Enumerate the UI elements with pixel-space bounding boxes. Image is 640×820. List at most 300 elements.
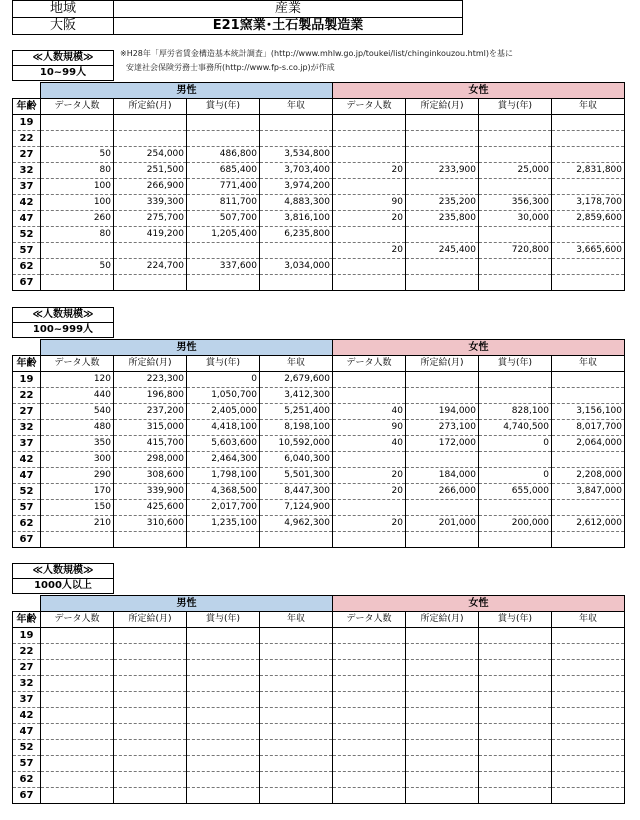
table-row [13, 275, 625, 291]
male-cell [260, 676, 333, 692]
table-row [13, 131, 625, 147]
age-cell: 62 [13, 772, 41, 788]
corner-blank [13, 83, 41, 99]
male-cell [41, 275, 114, 291]
table-row [13, 676, 625, 692]
male-cell: 260 [41, 211, 114, 227]
age-cell: 52 [13, 740, 41, 756]
industry-value: E21窯業･土石製品製造業 [114, 18, 463, 35]
male-cell: 315,000 [114, 420, 187, 436]
female-cell: 2,208,000 [552, 468, 625, 484]
female-cell [406, 772, 479, 788]
male-cell [114, 644, 187, 660]
female-cell [406, 756, 479, 772]
male-cell: 2,405,000 [187, 404, 260, 420]
female-cell [333, 275, 406, 291]
male-cell [187, 708, 260, 724]
female-cell [406, 115, 479, 131]
female-cell [406, 644, 479, 660]
female-cell: 720,800 [479, 243, 552, 259]
age-cell: 22 [13, 644, 41, 660]
table-row [13, 532, 625, 548]
female-cell [552, 147, 625, 163]
male-cell [114, 692, 187, 708]
male-cell: 120 [41, 372, 114, 388]
column-header: 年収 [260, 99, 333, 115]
female-cell [333, 692, 406, 708]
male-cell: 507,700 [187, 211, 260, 227]
male-cell [260, 772, 333, 788]
age-cell: 57 [13, 500, 41, 516]
table-row [13, 660, 625, 676]
male-cell [260, 131, 333, 147]
male-cell: 10,592,000 [260, 436, 333, 452]
male-cell: 300 [41, 452, 114, 468]
male-cell [260, 708, 333, 724]
female-cell: 3,156,100 [552, 404, 625, 420]
male-cell: 1,798,100 [187, 468, 260, 484]
male-cell: 3,412,300 [260, 388, 333, 404]
age-cell: 37 [13, 692, 41, 708]
male-cell: 4,368,500 [187, 484, 260, 500]
male-cell: 4,418,100 [187, 420, 260, 436]
male-cell: 5,501,300 [260, 468, 333, 484]
male-cell: 237,200 [114, 404, 187, 420]
female-cell: 90 [333, 195, 406, 211]
male-cell: 80 [41, 163, 114, 179]
male-cell: 5,603,600 [187, 436, 260, 452]
table-row [13, 115, 625, 131]
female-cell [552, 275, 625, 291]
age-cell: 27 [13, 404, 41, 420]
table-row [13, 211, 625, 227]
male-cell [260, 628, 333, 644]
wage-table [12, 595, 625, 804]
male-header: 男性 [41, 83, 333, 99]
column-header: 所定給(月) [114, 356, 187, 372]
column-header: 賞与(年) [479, 356, 552, 372]
male-cell: 3,534,800 [260, 147, 333, 163]
age-cell: 19 [13, 115, 41, 131]
age-header: 年齢 [13, 356, 41, 372]
table-row [13, 179, 625, 195]
male-cell: 150 [41, 500, 114, 516]
age-cell: 57 [13, 243, 41, 259]
table-row [13, 452, 625, 468]
female-cell [552, 131, 625, 147]
male-cell [114, 243, 187, 259]
age-cell: 42 [13, 708, 41, 724]
column-header: データ人数 [333, 612, 406, 628]
male-cell: 339,300 [114, 195, 187, 211]
male-cell: 1,235,100 [187, 516, 260, 532]
male-cell [41, 115, 114, 131]
male-cell: 480 [41, 420, 114, 436]
male-cell: 2,464,300 [187, 452, 260, 468]
column-header: 年収 [552, 356, 625, 372]
male-cell [41, 628, 114, 644]
region-label: 地域 [13, 1, 114, 18]
female-header: 女性 [333, 340, 625, 356]
male-cell: 486,800 [187, 147, 260, 163]
female-cell [479, 676, 552, 692]
table-row [13, 259, 625, 275]
male-cell [260, 644, 333, 660]
female-cell [406, 259, 479, 275]
male-cell: 210 [41, 516, 114, 532]
age-cell: 32 [13, 420, 41, 436]
male-cell [41, 131, 114, 147]
male-cell [114, 628, 187, 644]
section-size: 100~999人 [12, 323, 114, 338]
male-cell: 1,205,400 [187, 227, 260, 243]
male-cell [260, 692, 333, 708]
male-cell [187, 115, 260, 131]
female-cell: 2,612,000 [552, 516, 625, 532]
female-cell [406, 660, 479, 676]
female-cell [479, 227, 552, 243]
table-row [13, 243, 625, 259]
female-cell [552, 179, 625, 195]
female-cell [406, 147, 479, 163]
female-cell: 356,300 [479, 195, 552, 211]
male-cell: 170 [41, 484, 114, 500]
female-cell: 2,859,600 [552, 211, 625, 227]
male-cell [41, 788, 114, 804]
corner-blank [13, 596, 41, 612]
male-cell: 811,700 [187, 195, 260, 211]
male-cell [41, 708, 114, 724]
male-cell: 685,400 [187, 163, 260, 179]
male-cell: 4,883,300 [260, 195, 333, 211]
column-header: 年収 [552, 612, 625, 628]
male-cell: 415,700 [114, 436, 187, 452]
age-cell: 42 [13, 452, 41, 468]
female-cell [479, 772, 552, 788]
female-cell [333, 115, 406, 131]
age-header: 年齢 [13, 612, 41, 628]
source-note-line2: 安達社会保険労務士事務所(http://www.fp-s.co.jp)が作成 [126, 63, 335, 72]
female-cell: 235,200 [406, 195, 479, 211]
female-cell: 20 [333, 243, 406, 259]
male-cell [187, 660, 260, 676]
female-cell [479, 131, 552, 147]
column-header: 賞与(年) [479, 99, 552, 115]
male-cell: 80 [41, 227, 114, 243]
column-header: 所定給(月) [406, 99, 479, 115]
female-cell [552, 532, 625, 548]
male-cell [114, 788, 187, 804]
female-cell [479, 147, 552, 163]
female-cell: 20 [333, 468, 406, 484]
female-cell [406, 676, 479, 692]
female-cell [333, 259, 406, 275]
female-cell [552, 388, 625, 404]
female-cell: 3,665,600 [552, 243, 625, 259]
male-cell: 3,034,000 [260, 259, 333, 275]
female-cell [406, 131, 479, 147]
male-cell: 8,447,300 [260, 484, 333, 500]
table-row [13, 163, 625, 179]
age-cell: 67 [13, 532, 41, 548]
female-cell [479, 179, 552, 195]
female-cell [333, 179, 406, 195]
female-cell [333, 500, 406, 516]
female-cell: 2,831,800 [552, 163, 625, 179]
table-row [13, 772, 625, 788]
female-cell: 20 [333, 516, 406, 532]
male-cell [41, 692, 114, 708]
male-cell: 50 [41, 259, 114, 275]
age-cell: 47 [13, 724, 41, 740]
male-header: 男性 [41, 596, 333, 612]
table-row [13, 692, 625, 708]
female-cell [406, 740, 479, 756]
age-cell: 67 [13, 788, 41, 804]
male-cell: 3,703,400 [260, 163, 333, 179]
male-cell: 196,800 [114, 388, 187, 404]
table-row [13, 724, 625, 740]
female-cell: 245,400 [406, 243, 479, 259]
female-cell [552, 628, 625, 644]
male-cell: 339,900 [114, 484, 187, 500]
male-cell [260, 243, 333, 259]
age-cell: 67 [13, 275, 41, 291]
male-cell: 440 [41, 388, 114, 404]
male-cell: 310,600 [114, 516, 187, 532]
table-row [13, 644, 625, 660]
male-cell [114, 115, 187, 131]
region-value: 大阪 [13, 18, 114, 35]
age-cell: 27 [13, 147, 41, 163]
age-cell: 32 [13, 163, 41, 179]
female-cell [479, 756, 552, 772]
female-cell: 20 [333, 163, 406, 179]
male-cell [41, 532, 114, 548]
column-header: 賞与(年) [479, 612, 552, 628]
female-cell [479, 660, 552, 676]
male-cell [260, 115, 333, 131]
female-cell: 25,000 [479, 163, 552, 179]
male-cell [260, 724, 333, 740]
female-cell: 266,000 [406, 484, 479, 500]
male-cell: 4,962,300 [260, 516, 333, 532]
female-cell: 0 [479, 468, 552, 484]
male-cell [187, 676, 260, 692]
age-cell: 22 [13, 131, 41, 147]
female-cell: 200,000 [479, 516, 552, 532]
male-cell [114, 131, 187, 147]
table-row [13, 516, 625, 532]
female-cell: 8,017,700 [552, 420, 625, 436]
section-label: ≪人数規模≫ [12, 50, 114, 66]
source-note-line1: ※H28年「厚労省賃金構造基本統計調査」(http://www.mhlw.go.jp/toukei/list/chinginkouzou.html)を基に [120, 49, 514, 58]
age-cell: 62 [13, 516, 41, 532]
column-header: 所定給(月) [406, 612, 479, 628]
male-cell [187, 275, 260, 291]
male-cell [187, 243, 260, 259]
female-cell [479, 500, 552, 516]
female-cell [406, 692, 479, 708]
male-cell: 298,000 [114, 452, 187, 468]
female-cell [552, 724, 625, 740]
male-cell: 337,600 [187, 259, 260, 275]
age-cell: 62 [13, 259, 41, 275]
column-header: 賞与(年) [187, 99, 260, 115]
female-cell [333, 660, 406, 676]
column-header: データ人数 [333, 99, 406, 115]
table-row [13, 227, 625, 243]
female-cell [333, 740, 406, 756]
female-cell: 0 [479, 436, 552, 452]
female-cell [406, 179, 479, 195]
female-cell: 3,178,700 [552, 195, 625, 211]
column-header: 所定給(月) [114, 612, 187, 628]
male-cell [41, 644, 114, 660]
header-table [12, 0, 463, 35]
female-cell [406, 372, 479, 388]
female-cell [479, 788, 552, 804]
section-size: 1000人以上 [12, 579, 114, 594]
male-cell [187, 628, 260, 644]
female-cell: 172,000 [406, 436, 479, 452]
table-row [13, 484, 625, 500]
female-cell [406, 708, 479, 724]
table-row [13, 147, 625, 163]
female-cell [479, 724, 552, 740]
table-row [13, 420, 625, 436]
female-cell [333, 724, 406, 740]
table-row [13, 788, 625, 804]
male-cell [187, 692, 260, 708]
male-cell [187, 756, 260, 772]
age-cell: 19 [13, 372, 41, 388]
male-cell [41, 740, 114, 756]
female-cell: 184,000 [406, 468, 479, 484]
source-note [120, 47, 513, 75]
age-cell: 19 [13, 628, 41, 644]
female-cell [333, 372, 406, 388]
column-header: 賞与(年) [187, 356, 260, 372]
male-cell: 100 [41, 195, 114, 211]
female-cell [479, 372, 552, 388]
wage-table [12, 82, 625, 291]
female-cell [406, 628, 479, 644]
female-cell: 655,000 [479, 484, 552, 500]
table-row [13, 388, 625, 404]
female-cell: 201,000 [406, 516, 479, 532]
section-label: ≪人数規模≫ [12, 563, 114, 579]
table-row [13, 500, 625, 516]
male-cell [41, 660, 114, 676]
male-header: 男性 [41, 340, 333, 356]
age-cell: 22 [13, 388, 41, 404]
female-cell [552, 227, 625, 243]
male-cell [260, 275, 333, 291]
male-cell [114, 740, 187, 756]
female-cell: 233,900 [406, 163, 479, 179]
female-cell [479, 628, 552, 644]
female-cell [479, 708, 552, 724]
male-cell: 540 [41, 404, 114, 420]
male-cell: 50 [41, 147, 114, 163]
age-cell: 47 [13, 211, 41, 227]
industry-label: 産業 [114, 1, 463, 18]
female-cell [552, 259, 625, 275]
female-cell [479, 452, 552, 468]
female-cell: 828,100 [479, 404, 552, 420]
female-cell [479, 388, 552, 404]
male-cell: 254,000 [114, 147, 187, 163]
column-header: 賞与(年) [187, 612, 260, 628]
female-cell: 40 [333, 436, 406, 452]
table-row [13, 404, 625, 420]
age-cell: 32 [13, 676, 41, 692]
male-cell [187, 644, 260, 660]
female-cell [479, 275, 552, 291]
female-cell [406, 275, 479, 291]
female-cell [406, 788, 479, 804]
table-row [13, 756, 625, 772]
male-cell: 425,600 [114, 500, 187, 516]
female-cell [333, 708, 406, 724]
column-header: データ人数 [41, 612, 114, 628]
male-cell: 223,300 [114, 372, 187, 388]
female-cell [552, 772, 625, 788]
female-cell: 4,740,500 [479, 420, 552, 436]
male-cell [41, 676, 114, 692]
male-cell: 350 [41, 436, 114, 452]
female-cell [406, 500, 479, 516]
female-cell [333, 756, 406, 772]
male-cell [187, 131, 260, 147]
female-cell [552, 372, 625, 388]
column-header: データ人数 [333, 356, 406, 372]
female-cell: 20 [333, 484, 406, 500]
male-cell [114, 708, 187, 724]
column-header: 年収 [260, 356, 333, 372]
female-cell: 194,000 [406, 404, 479, 420]
female-cell [552, 740, 625, 756]
age-cell: 52 [13, 484, 41, 500]
female-cell [333, 388, 406, 404]
column-header: データ人数 [41, 99, 114, 115]
male-cell [41, 772, 114, 788]
female-cell [552, 692, 625, 708]
male-cell: 419,200 [114, 227, 187, 243]
male-cell [41, 243, 114, 259]
column-header: 所定給(月) [114, 99, 187, 115]
male-cell: 290 [41, 468, 114, 484]
male-cell [114, 756, 187, 772]
male-cell [114, 724, 187, 740]
female-cell: 90 [333, 420, 406, 436]
male-cell: 3,816,100 [260, 211, 333, 227]
male-cell: 2,679,600 [260, 372, 333, 388]
female-cell [333, 131, 406, 147]
section-label: ≪人数規模≫ [12, 307, 114, 323]
female-cell: 40 [333, 404, 406, 420]
female-header: 女性 [333, 596, 625, 612]
female-cell [406, 532, 479, 548]
male-cell [187, 788, 260, 804]
age-cell: 47 [13, 468, 41, 484]
female-cell [406, 388, 479, 404]
female-header: 女性 [333, 83, 625, 99]
section-size: 10~99人 [12, 66, 114, 81]
female-cell [552, 500, 625, 516]
female-cell [552, 676, 625, 692]
